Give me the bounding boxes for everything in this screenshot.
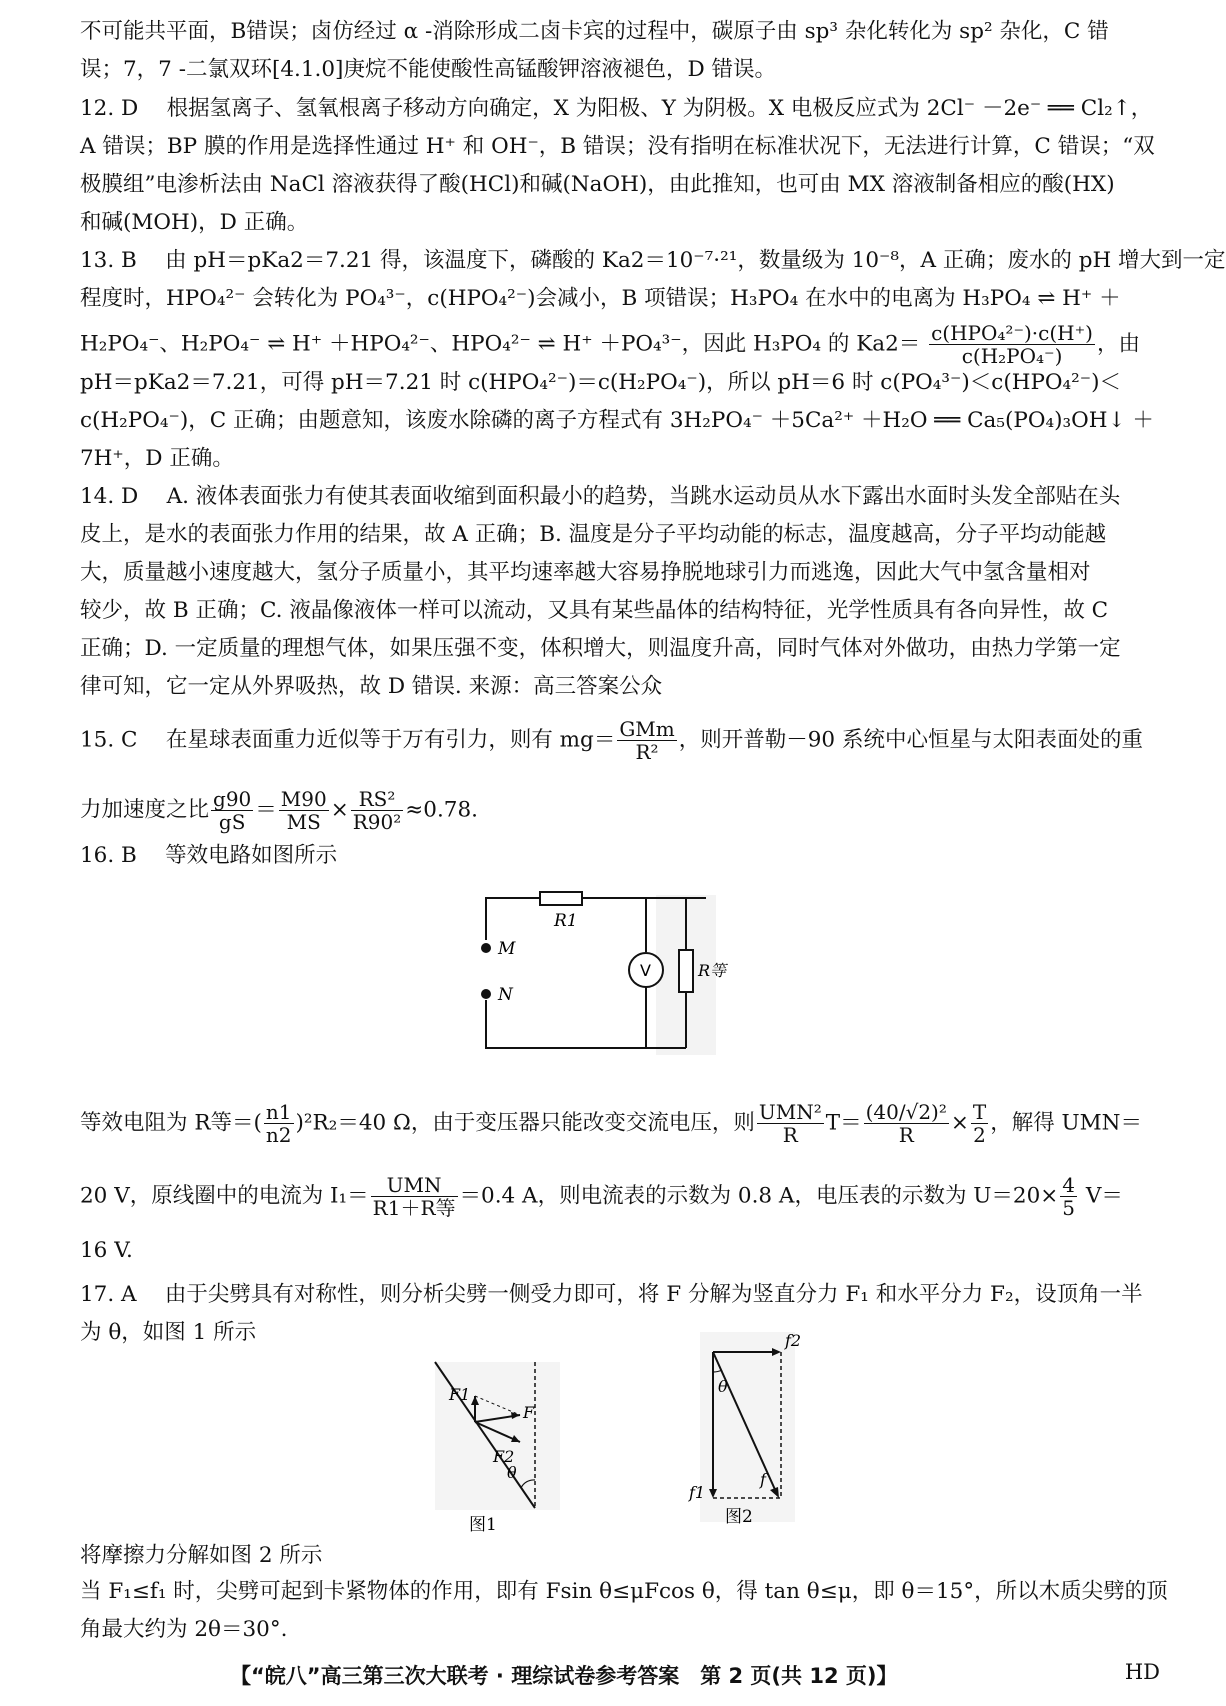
resistor-r1 xyxy=(540,892,582,905)
wire-top-left xyxy=(486,898,540,940)
ka2-denominator: c(H₂PO₄⁻) xyxy=(961,344,1063,368)
q14-text-1: A. 液体表面张力有使其表面收缩到面积最小的趋势，当跳水运动员从水下露出水面时头发全部贴在头 xyxy=(166,484,1121,509)
fig1-label-f2: F2 xyxy=(493,1447,515,1466)
q14-line-5: 正确；D. 一定质量的理想气体，如果压强不变，体积增大，则温度升高，同时气体对外做功，由热力学第一定 xyxy=(80,636,1121,661)
q17-line-3: 将摩擦力分解如图 2 所示 xyxy=(80,1543,323,1568)
q15-text-2b: ≈0.78. xyxy=(405,797,479,823)
fig1-label-theta: θ xyxy=(507,1463,517,1482)
fig2-label-theta: θ xyxy=(718,1377,728,1396)
label-voltmeter: V xyxy=(640,961,651,980)
equivalent-circuit-diagram xyxy=(470,890,727,1060)
voltage-denominator: 5 xyxy=(1062,1196,1076,1220)
q16-text-1: 等效电路如图所示 xyxy=(165,843,338,868)
q14-line-2: 皮上，是水的表面张力作用的结果，故 A 正确；B. 温度是分子平均动能的标志，温度越高，分子平均动能越 xyxy=(80,522,1107,547)
q15-equals: ＝ xyxy=(255,797,277,823)
q13-text-1: 由 pH＝pKa2＝7.21 得，该温度下，磷酸的 Ka2＝10⁻⁷·²¹，数量级为 10⁻⁸，A 正确；废水的 pH 增大到一定 xyxy=(165,248,1226,273)
q16-text-2a: 等效电阻为 R等＝( xyxy=(80,1110,262,1136)
terminal-n xyxy=(481,989,491,999)
power2-denominator: R xyxy=(898,1123,914,1147)
mass-ratio-numerator: M90 xyxy=(280,787,327,811)
gravity-denominator: R² xyxy=(635,740,659,764)
q11-line-1: 不可能共平面，B错误；卤仿经过 α -消除形成二卤卡宾的过程中，碳原子由 sp³ 杂化转化为 sp² 杂化，C 错 xyxy=(80,19,1109,44)
q12-line-4: 和碱(MOH)，D 正确。 xyxy=(80,210,309,235)
current-numerator: UMN xyxy=(371,1174,458,1197)
q16-text-2b: )²R₂＝40 Ω，由于变压器只能改变交流电压，则 xyxy=(295,1110,755,1136)
q13-line-4: pH＝pKa2＝7.21，可得 pH＝7.21 时 c(HPO₄²⁻)＝c(H₂PO₄⁻)，所以 pH＝6 时 c(PO₄³⁻)＜c(HPO₄²⁻)＜ xyxy=(80,370,1122,395)
footer-title: 【“皖八”高三第三次大联考 · 理综试卷参考答案 第 2 页(共 12 页)】 xyxy=(230,1664,898,1688)
q14-line-3: 大，质量越小速度越大，氢分子质量小，其平均速率越大容易挣脱地球引力而逃逸，因此大气中氢含量相对 xyxy=(80,560,1091,585)
label-m: M xyxy=(498,939,516,959)
figure-1-wedge-forces xyxy=(425,1360,565,1535)
q16-line-2 xyxy=(80,1101,1142,1146)
q12-line-2: A 错误；BP 膜的作用是选择性通过 H⁺ 和 OH⁻，B 错误；没有指明在标准状况下，无法进行计算，C 错误；“双 xyxy=(80,134,1155,159)
label-r1: R1 xyxy=(554,911,578,931)
fig1-label-f1: F1 xyxy=(449,1385,471,1404)
q17-line-5: 角最大约为 2θ＝30°. xyxy=(80,1617,288,1642)
period-fraction xyxy=(971,1101,988,1146)
g-ratio-numerator: g90 xyxy=(213,787,252,811)
q16-line-4: 16 V. xyxy=(80,1238,133,1263)
period-numerator: T xyxy=(972,1100,987,1124)
q15-times: × xyxy=(330,797,349,823)
current-fraction xyxy=(371,1174,458,1219)
fig2-caption: 图2 xyxy=(725,1507,753,1527)
q17-line-1 xyxy=(80,1277,1143,1308)
figure-2-friction-decomposition xyxy=(685,1330,815,1530)
q13-line-5: c(H₂PO₄⁻)，C 正确；由题意知，该废水除磷的离子方程式有 3H₂PO₄⁻ ＋5Ca²⁺ ＋H₂O ══ Ca₅(PO₄)₃OH↓ ＋ xyxy=(80,408,1154,433)
footer-code: HD xyxy=(1124,1660,1160,1684)
q16-text-3b: ＝0.4 A，则电流表的示数为 0.8 A，电压表的示数为 U＝20× xyxy=(459,1183,1059,1209)
power-fraction-1 xyxy=(757,1101,824,1146)
q13-line-6: 7H⁺，D 正确。 xyxy=(80,446,234,471)
q16-line-3 xyxy=(80,1174,1123,1219)
q13-number: 13. B xyxy=(80,248,137,273)
q14-line-6: 律可知，它一定从外界吸热，故 D 错误. 来源：高三答案公众 xyxy=(80,674,663,699)
mass-ratio-fraction xyxy=(279,788,329,833)
q15-text-1b: ，则开普勒－90 系统中心恒星与太阳表面处的重 xyxy=(678,727,1143,753)
q13-line-2: 程度时，HPO₄²⁻ 会转化为 PO₄³⁻，c(HPO₄²⁻)会减小，B 项错误；H₃PO₄ 在水中的电离为 H₃PO₄ ⇌ H⁺ ＋ xyxy=(80,286,1121,311)
turns-numerator: n1 xyxy=(265,1100,292,1124)
power2-numerator: (40/√2)² xyxy=(865,1100,947,1124)
ka2-numerator: c(HPO₄²⁻)·c(H⁺) xyxy=(931,321,1093,345)
q16-line-1 xyxy=(80,838,337,869)
fig2-label-f2: f2 xyxy=(785,1331,802,1350)
q12-text-1: 根据氢离子、氢氧根离子移动方向确定，X 为阳极、Y 为阴极。X 电极反应式为 2Cl⁻ －2e⁻ ══ Cl₂↑， xyxy=(166,96,1153,121)
q17-text-1: 由于尖劈具有对称性，则分析尖劈一侧受力即可，将 F 分解为竖直分力 F₁ 和水平分力 F₂，设顶角一半 xyxy=(164,1282,1143,1307)
q16-text-3c: V＝ xyxy=(1079,1183,1123,1209)
q14-line-1 xyxy=(80,479,1120,510)
fig1-caption: 图1 xyxy=(469,1515,497,1535)
q13-line-1 xyxy=(80,243,1226,274)
mass-ratio-denominator: MS xyxy=(286,810,321,834)
label-n: N xyxy=(498,985,513,1005)
q15-line-2 xyxy=(80,788,478,833)
terminal-m xyxy=(481,943,491,953)
q15-number: 15. C xyxy=(80,727,138,753)
q17-number: 17. A xyxy=(80,1282,137,1307)
fig2-label-f: f xyxy=(760,1470,766,1489)
voltage-numerator: 4 xyxy=(1062,1173,1076,1197)
g-ratio-denominator: gS xyxy=(218,810,246,834)
period-denominator: 2 xyxy=(973,1123,986,1147)
q16-text-2d: × xyxy=(950,1110,969,1136)
q17-line-4: 当 F₁≤f₁ 时，尖劈可起到卡紧物体的作用，即有 Fsin θ≤μFcos θ，得 tan θ≤μ，即 θ＝15°，所以木质尖劈的顶 xyxy=(80,1579,1168,1604)
q16-text-2e: ，解得 UMN＝ xyxy=(990,1110,1142,1136)
radius-ratio-numerator: RS² xyxy=(351,788,404,811)
q13-line-3 xyxy=(80,322,1140,367)
q15-text-2a: 力加速度之比 xyxy=(80,797,210,823)
turns-denominator: n2 xyxy=(265,1123,292,1147)
q15-line-1 xyxy=(80,718,1143,763)
q17-line-2: 为 θ，如图 1 所示 xyxy=(80,1320,257,1345)
q13-text-3a: H₂PO₄⁻、H₂PO₄⁻ ⇌ H⁺ ＋HPO₄²⁻、HPO₄²⁻ ⇌ H⁺ ＋PO₄³⁻，因此 H₃PO₄ 的 Ka2＝ xyxy=(80,331,921,357)
radius-ratio-fraction xyxy=(351,788,404,833)
gravity-fraction xyxy=(617,718,676,763)
q13-text-3b: ，由 xyxy=(1096,331,1140,357)
q12-number: 12. D xyxy=(80,96,139,121)
q15-text-1a: 在星球表面重力近似等于万有引力，则有 mg＝ xyxy=(165,727,616,753)
label-req: R等 xyxy=(698,961,727,980)
radius-ratio-denominator: R90² xyxy=(352,810,402,834)
power-fraction-2 xyxy=(864,1101,949,1146)
q14-number: 14. D xyxy=(80,484,139,509)
q16-text-2c: T＝ xyxy=(825,1110,862,1136)
power1-numerator: UMN² xyxy=(758,1100,822,1124)
turns-ratio-fraction xyxy=(264,1101,294,1146)
q12-line-1 xyxy=(80,91,1152,122)
power1-denominator: R xyxy=(782,1123,798,1147)
current-denominator: R1＋R等 xyxy=(372,1196,456,1220)
gravity-numerator: GMm xyxy=(619,717,675,741)
ka2-fraction xyxy=(929,322,1095,367)
q12-line-3: 极膜组”电渗析法由 NaCl 溶液获得了酸(HCl)和碱(NaOH)，由此推知，也可由 MX 溶液制备相应的酸(HX) xyxy=(80,172,1115,197)
resistor-req xyxy=(679,950,693,992)
fig2-label-f1: f1 xyxy=(689,1483,706,1502)
q16-number: 16. B xyxy=(80,843,137,868)
q11-line-2: 误；7，7 -二氯双环[4.1.0]庚烷不能使酸性高锰酸钾溶液褪色，D 错误。 xyxy=(80,57,777,82)
fig1-label-f: F xyxy=(523,1403,535,1422)
q16-text-3a: 20 V，原线圈中的电流为 I₁＝ xyxy=(80,1183,369,1209)
g-ratio-fraction xyxy=(211,788,253,833)
voltage-ratio-fraction xyxy=(1060,1174,1077,1219)
q14-line-4: 较少，故 B 正确；C. 液晶像液体一样可以流动，又具有某些晶体的结构特征，光学性质具有各向异性，故 C xyxy=(80,598,1109,623)
